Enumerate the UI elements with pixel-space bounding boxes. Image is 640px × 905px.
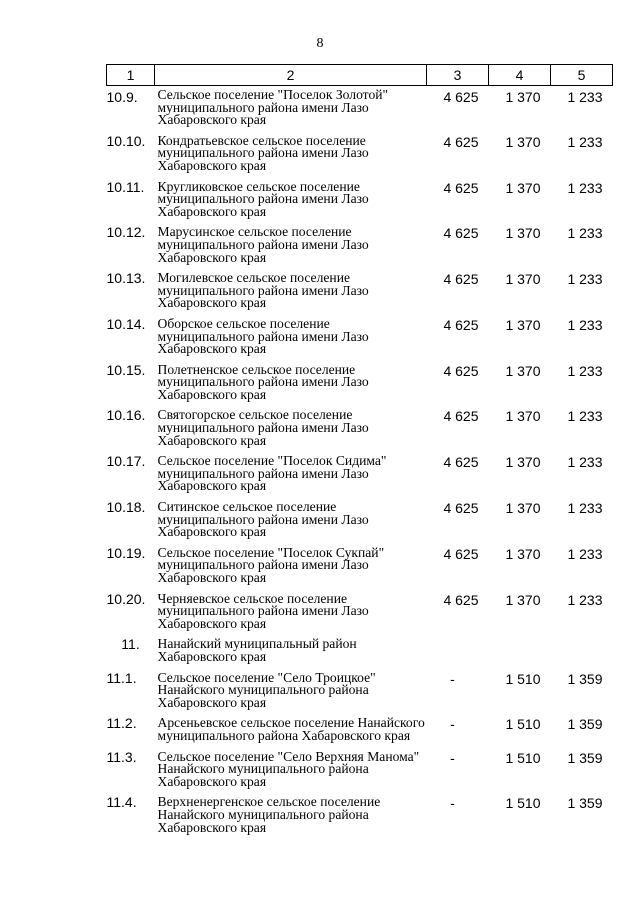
row-number-cell: 11.1. <box>106 669 137 686</box>
value-col-4-cell: 1 370 <box>505 89 541 105</box>
table-row <box>107 749 613 795</box>
value-col-3-cell: 4 625 <box>443 500 479 517</box>
page-number: 8 <box>316 36 324 51</box>
header-col-5: 5 <box>551 65 613 86</box>
value-col-5-cell: 1 233 <box>567 225 603 242</box>
value-col-5-cell: 1 233 <box>567 591 603 608</box>
value-col-4-cell: 1 370 <box>505 179 541 196</box>
value-col-4-cell: 1 370 <box>505 454 541 471</box>
table-row <box>107 636 613 669</box>
value-col-5-cell: 1 359 <box>567 716 603 733</box>
header-col-2: 2 <box>155 65 427 86</box>
value-col-5-cell: 1 359 <box>567 749 603 766</box>
value-col-5-cell: 1 359 <box>567 670 603 687</box>
row-number-cell: 11.3. <box>106 748 137 765</box>
table-row <box>107 86 613 133</box>
value-col-4-cell: 1 370 <box>505 362 541 379</box>
header-col-1: 1 <box>107 65 155 86</box>
table-row <box>107 270 613 316</box>
value-col-5-cell: 1 233 <box>567 271 603 288</box>
value-col-3-cell: 4 625 <box>443 225 479 242</box>
value-col-4-cell: 1 370 <box>505 408 541 425</box>
value-col-3-cell <box>427 636 489 669</box>
row-number-cell: 10.12. <box>106 224 146 241</box>
row-number-cell: 11.4. <box>106 794 137 811</box>
settlement-name-cell: Нанайский муниципальный район Хабаровского края <box>157 636 357 664</box>
value-col-4-cell: 1 370 <box>505 545 541 562</box>
row-number-cell: 11. <box>121 636 140 653</box>
table-row <box>107 133 613 179</box>
data-table <box>106 64 613 840</box>
value-col-5-cell: 1 233 <box>567 454 603 471</box>
row-number-cell: 10.17. <box>106 453 146 470</box>
row-number-cell: 10.18. <box>106 499 146 516</box>
table-row <box>107 670 613 716</box>
row-number-cell: 10.14. <box>106 315 146 332</box>
value-col-5-cell: 1 359 <box>567 795 603 812</box>
value-col-3-cell: 4 625 <box>443 362 479 379</box>
value-col-5-cell <box>551 636 613 669</box>
table-row <box>107 794 613 840</box>
header-col-4: 4 <box>489 65 551 86</box>
settlement-name-cell: Сельское поселение "Село Троицкое" Нанайского муниципального района Хабаровского края <box>157 669 376 710</box>
value-col-5-cell: 1 233 <box>567 316 603 333</box>
value-col-3-cell: - <box>450 795 455 812</box>
table-header <box>107 65 613 86</box>
settlement-name-cell: Черняевское сельское поселение муниципального района имени Лазо Хабаровского края <box>157 590 369 631</box>
value-col-3-cell: 4 625 <box>443 454 479 471</box>
value-col-3-cell: 4 625 <box>443 179 479 196</box>
value-col-4-cell: 1 510 <box>505 670 541 687</box>
table-row <box>107 362 613 408</box>
header-col-3: 3 <box>427 65 489 86</box>
settlement-name-cell: Сельское поселение "Село Верхняя Манома" Нанайского муниципального района Хабаровского края <box>157 748 420 789</box>
row-number-cell: 10.9. <box>106 89 138 105</box>
row-number-cell: 10.11. <box>106 178 145 195</box>
row-number-cell: 10.19. <box>106 544 146 561</box>
value-col-5-cell: 1 233 <box>567 362 603 379</box>
row-number-cell: 10.15. <box>106 361 146 378</box>
settlement-name-cell: Арсеньевское сельское поселение Нанайского муниципального района Хабаровского края <box>157 715 425 743</box>
header-row <box>107 65 613 86</box>
value-col-3-cell: - <box>450 716 455 733</box>
value-col-4-cell: 1 370 <box>505 133 541 150</box>
table-body <box>107 86 613 841</box>
table-row <box>107 224 613 270</box>
table-row <box>107 407 613 453</box>
row-number-cell: 10.10. <box>106 132 146 149</box>
settlement-name-cell: Сельское поселение "Поселок Сукпай" муниципального района имени Лазо Хабаровского края <box>157 544 385 585</box>
table-row <box>107 316 613 362</box>
table-row <box>107 179 613 225</box>
settlement-name-cell: Сельское поселение "Поселок Золотой" муниципального района имени Лазо Хабаровского края <box>157 87 389 128</box>
value-col-3-cell: 4 625 <box>443 89 479 105</box>
value-col-4-cell: 1 370 <box>505 500 541 517</box>
row-number-cell: 10.20. <box>106 590 146 607</box>
settlement-name-cell: Святогорское сельское поселение муниципального района имени Лазо Хабаровского края <box>157 407 369 448</box>
row-number-cell: 10.13. <box>106 270 146 287</box>
value-col-3-cell: - <box>450 749 455 766</box>
settlement-name-cell: Оборское сельское поселение муниципального района имени Лазо Хабаровского края <box>157 315 369 357</box>
value-col-3-cell: 4 625 <box>443 271 479 288</box>
value-col-4-cell: 1 370 <box>505 225 541 242</box>
settlement-name-cell: Сельское поселение "Поселок Сидима" муниципального района имени Лазо Хабаровского края <box>157 453 387 494</box>
value-col-3-cell: 4 625 <box>443 591 479 608</box>
settlement-name-cell: Кругликовское сельское поселение муниципального района имени Лазо Хабаровского края <box>157 178 369 219</box>
row-number-cell: 11.2. <box>106 715 137 732</box>
value-col-5-cell: 1 233 <box>567 179 603 196</box>
value-col-3-cell: 4 625 <box>443 316 479 333</box>
table-row <box>107 591 613 637</box>
table-row <box>107 545 613 591</box>
value-col-4-cell <box>489 636 551 669</box>
value-col-5-cell: 1 233 <box>567 500 603 517</box>
value-col-4-cell: 1 370 <box>505 316 541 333</box>
value-col-5-cell: 1 233 <box>567 89 603 105</box>
value-col-5-cell: 1 233 <box>567 133 603 150</box>
value-col-3-cell: 4 625 <box>443 133 479 150</box>
value-col-3-cell: 4 625 <box>443 545 479 562</box>
value-col-3-cell: 4 625 <box>443 408 479 425</box>
table-row <box>107 499 613 545</box>
settlement-name-cell: Могилевское сельское поселение муниципального района имени Лазо Хабаровского края <box>157 270 369 311</box>
settlement-name-cell: Верхненергенское сельское поселение Нанайского муниципального района Хабаровского края <box>157 794 381 835</box>
settlement-name-cell: Кондратьевское сельское поселение муниципального района имени Лазо Хабаровского края <box>157 132 369 173</box>
value-col-5-cell: 1 233 <box>567 408 603 425</box>
value-col-4-cell: 1 370 <box>505 271 541 288</box>
table-row <box>107 453 613 499</box>
value-col-3-cell: - <box>450 670 455 687</box>
value-col-4-cell: 1 510 <box>505 795 541 812</box>
settlement-name-cell: Полетненское сельское поселение муниципального района имени Лазо Хабаровского края <box>157 361 369 402</box>
value-col-4-cell: 1 510 <box>505 749 541 766</box>
settlement-name-cell: Ситинское сельское поселение муниципального района имени Лазо Хабаровского края <box>157 499 369 540</box>
row-number-cell: 10.16. <box>106 407 146 424</box>
value-col-4-cell: 1 510 <box>505 716 541 733</box>
table-row <box>107 715 613 748</box>
settlement-name-cell: Марусинское сельское поселение муниципального района имени Лазо Хабаровского края <box>157 224 369 265</box>
value-col-4-cell: 1 370 <box>505 591 541 608</box>
value-col-5-cell: 1 233 <box>567 545 603 562</box>
